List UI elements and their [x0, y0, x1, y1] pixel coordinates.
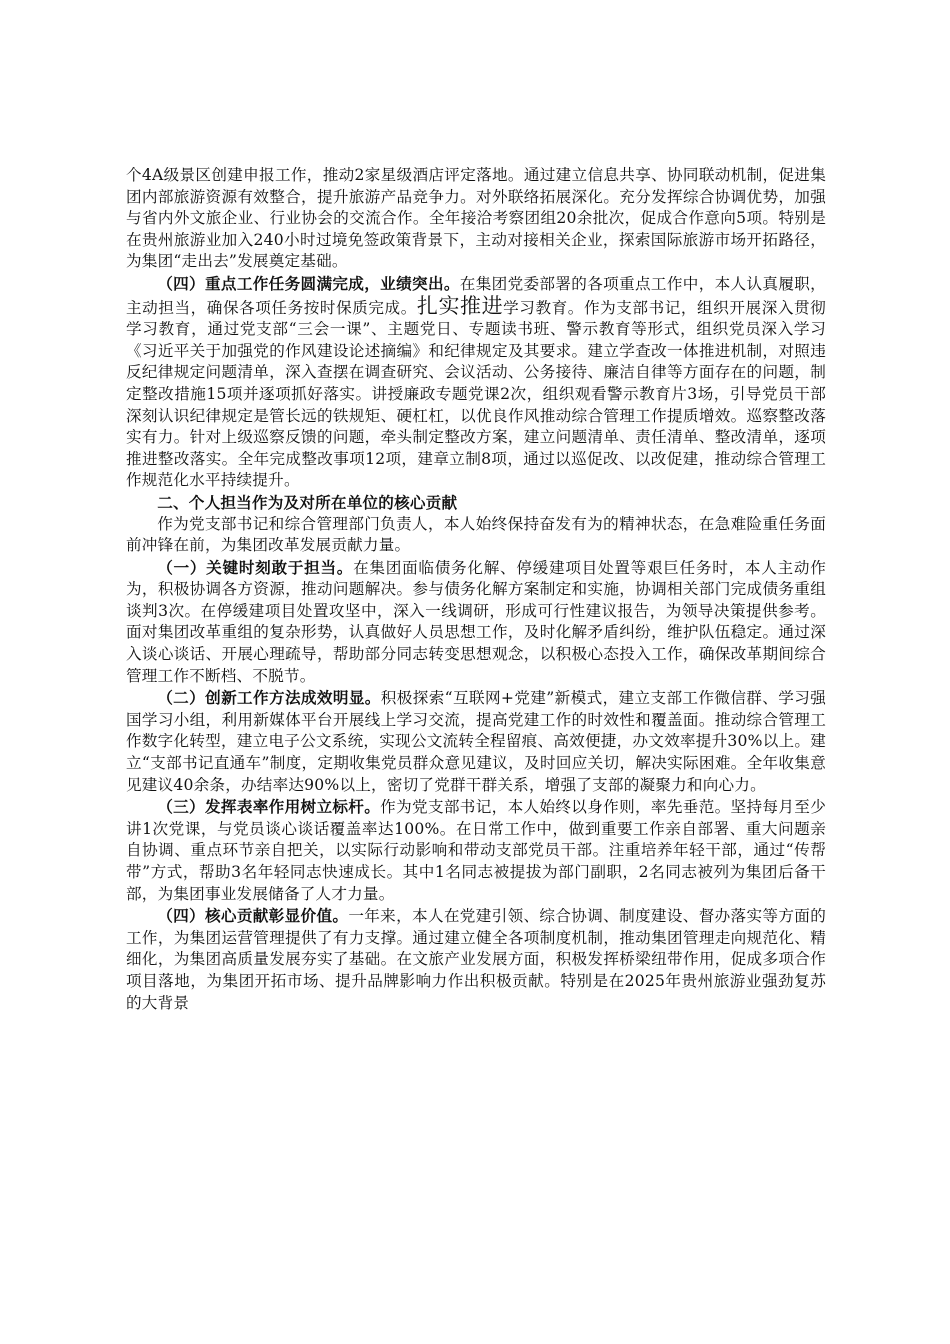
section-heading: 二、个人担当作为及对所在单位的核心贡献	[157, 492, 458, 512]
paragraph-text: 积极探索“互联网+党建”新模式，建立支部工作微信群、学习强国学习小组，利用新媒体平台开展线上学习交流，提高党建工作的时效性和覆盖面。推动综合管理工作数字化转型，建立电子公文系统，实现公文流转全程留痕、高效便捷，办文效率提升30%以上。建立“支部书记直通车”制度，定期收集党员群众意见建议，及时回应关切，解决实际困难。全年收集意见建议40余条，办结率达90%以上，密切了党群干群关系，增强了支部的凝聚力和向心力。	[126, 689, 826, 794]
paragraph-heading: （一）关键时刻敢于担当。	[157, 557, 354, 577]
document-page	[126, 165, 826, 1014]
paragraph-responsibility	[126, 557, 826, 688]
paragraph-heading: （四）重点工作任务圆满完成，业绩突出。	[157, 273, 460, 293]
paragraph-core-contribution	[126, 905, 826, 1014]
paragraph-text: 作为党支部书记，本人始终以身作则，率先垂范。坚持每月至少讲1次党课，与党员谈心谈话覆盖率达100%。在日常工作中，做到重要工作亲自部署、重大问题亲自协调、重点环节亲自把关，以实际行动影响和带动支部党员干部。注重培养年轻干部，通过“传帮带”方式，帮助3名年轻同志快速成长。其中1名同志被提拔为部门副职，2名同志被列为集团后备干部，为集团事业发展储备了人才力量。	[126, 798, 826, 903]
paragraph-continued: 个4A级景区创建申报工作，推动2家星级酒店评定落地。通过建立信息共享、协同联动机制，促进集团内部旅游资源有效整合，提升旅游产品竞争力。对外联络拓展深化。充分发挥综合协调优势，加强与省内外文旅企业、行业协会的交流合作。全年接洽考察团组20余批次，促成合作意向5项。特别是在贵州旅游业加入240小时过境免签政策背景下，主动对接相关企业，探索国际旅游市场开拓路径，为集团“走出去”发展奠定基础。	[126, 166, 826, 271]
paragraph-key-tasks	[126, 273, 826, 492]
paragraph-text: 在集团面临债务化解、停缓建项目处置等艰巨任务时，本人主动作为，积极协调各方资源，推动问题解决。参与债务化解方案制定和实施，协调相关部门完成债务重组谈判3次。在停缓建项目处置攻坚中，深入一线调研，形成可行性建议报告，为领导决策提供参考。面对集团改革重组的复杂形势，认真做好人员思想工作，及时化解矛盾纠纷，维护队伍稳定。通过深入谈心谈话、开展心理疏导，帮助部分同志转变思想观念，以积极心态投入工作，确保改革期间综合管理工作不断档、不脱节。	[126, 558, 826, 685]
paragraph-heading: （二）创新工作方法成效明显。	[157, 688, 381, 708]
paragraph-intro: 作为党支部书记和综合管理部门负责人，本人始终保持奋发有为的精神状态，在急难险重任务面前冲锋在前，为集团改革发展贡献力量。	[126, 514, 826, 555]
paragraph-innovation	[126, 687, 826, 796]
emphasized-text: 扎实推进	[416, 293, 504, 318]
paragraph-role-model	[126, 796, 826, 905]
paragraph-text: 一年来，本人在党建引领、综合协调、制度建设、督办落实等方面的工作，为集团运营管理提供了有力支撑。通过建立健全各项制度机制，推动集团管理走向规范化、精细化，为集团高质量发展夯实了基础。在文旅产业发展方面，积极发挥桥梁纽带作用，促成多项合作项目落地，为集团开拓市场、提升品牌影响力作出积极贡献。特别是在2025年贵州旅游业强劲复苏的大背景	[126, 907, 826, 1012]
paragraph-text: 在集团党委部署的各项重点工作中，本人认真履职，主动担当，确保各项任务按时保质完成。	[126, 274, 826, 317]
paragraph-heading: （三）发挥表率作用树立标杆。	[157, 797, 381, 817]
paragraph-heading: （四）核心贡献彰显价值。	[157, 906, 349, 926]
paragraph-text: 学习教育。作为支部书记，组织开展深入贯彻学习教育，通过党支部“三会一课”、主题党日、专题读书班、警示教育等形式，组织党员深入学习《习近平关于加强党的作风建设论述摘编》和纪律规定及其要求。建立学查改一体推进机制，对照违反纪律规定问题清单，深入查摆在调查研究、会议活动、公务接待、廉洁自律等方面存在的问题，制定整改措施15项并逐项抓好落实。讲授廉政专题党课2次，组织观看警示教育片3场，引导党员干部深刻认识纪律规定是管长远的铁规矩、硬杠杠，以优良作风推动综合管理工作提质增效。巡察整改落实有力。针对上级巡察反馈的问题，牵头制定整改方案，建立问题清单、责任清单、整改清单，逐项推进整改落实。全年完成整改事项12项，建章立制8项，通过以巡促改、以改促建，推动综合管理工作规范化水平持续提升。	[126, 298, 826, 490]
